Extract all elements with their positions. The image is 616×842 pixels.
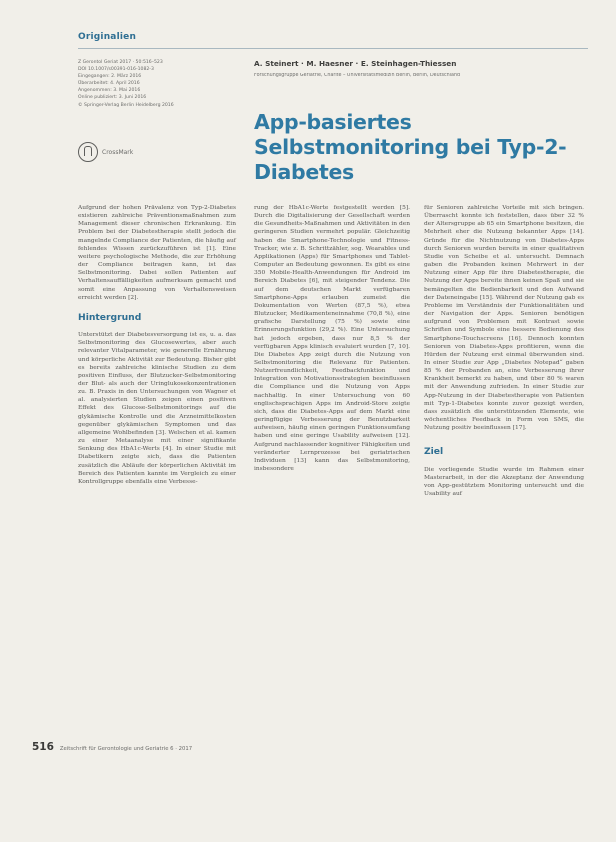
author-affiliation: Forschungsgruppe Geriatrie, Charité – Universitätsmedizin Berlin, Berlin, Deutschland — [254, 73, 461, 78]
meta-line: Online publiziert: 3. Juni 2016 — [78, 95, 147, 101]
ziel-paragraph: Die vorliegende Studie wurde im Rahmen einer Masterarbeit, in der die Akzeptanz der Anwendung von App-gestütztem Monitoring untersucht und die Usability auf — [424, 466, 584, 497]
text-column-right — [424, 204, 584, 498]
text-column-left — [78, 204, 236, 486]
crossmark-icon — [78, 142, 98, 162]
meta-line: Eingegangen: 2. März 2016 — [78, 74, 142, 80]
article-title: App-basiertes Selbstmonitoring bei Typ-2-Diabetes — [254, 110, 567, 184]
meta-line: Angenommen: 3. Mai 2016 — [78, 88, 141, 94]
header-divider — [78, 48, 588, 49]
heading-ziel: Ziel — [424, 446, 444, 458]
meta-line: Z Gerontol Geriat 2017 · 50:516–523 — [78, 60, 163, 65]
meta-line: © Springer-Verlag Berlin Heidelberg 2016 — [78, 102, 174, 108]
page-number: 516 — [32, 741, 54, 753]
body-paragraph: für Senioren zahlreiche Vorteile mit sich bringen. Überrascht konnte ich feststellen, dass über 32 % der Altersgruppe ab 65 ein Smartphone besitzen, die Mehrheit eher die Nutzung bekannter Apps [14]. Gründe für die Nichtnutzung von Diabetes-Apps durch Senioren wurden bereits in einer qualitativen Studie von Scheibe et al. untersucht. Demnach gaben die Probanden keinen Mehrwert in der Nutzung einer App für ihre Diabetestherapie, die Nutzung der Apps bereite ihnen keinen Spaß und sie bemängelten die Bedienbarkeit und den Aufwand der Dateneingabe [15]. Während der Nutzung gab es Probleme im Verständnis der Funktionalitäten und der Navigation der Apps. Senioren benötigen aufgrund von Problemen mit Kontrast sowie Schriften und Symbole eine bessere Bedienung des Smartphone-Touchscreens [16]. Dennoch konnten Senioren von Diabetes-Apps profitieren, wenn die Hürden der Nutzung erst einmal überwunden sind. In einer Studie zur App „Diabetes Notepad“ gaben 85 % der Probanden an, eine Verbesserung ihrer Krankheit bemerkt zu haben, und über 80 % waren mit der Anwendung zufrieden. In einer Studie zur App-Nutzung in der Diabetestherapie von Patienten mit Typ-1-Diabetes konnte zuvor gezeigt werden, dass zusätzlich die unterstützenden Elemente, wie wöchentliches Feedback in Form von SMS, die Nutzung positiv beeinflussen [17]. — [424, 205, 584, 432]
meta-line: Überarbeitet: 4. April 2016 — [78, 81, 140, 87]
body-paragraph: rung der HbA1c-Werte festgestellt werden [5]. Durch die Digitalisierung der Gesellschaft werden die Gesundheits-Maßnahmen und Aktivitäten in den geringeren Studien vermehrt populär. Gleichzeitig haben die Smartphone-Technologie und Fitness-Tracker, wie z. B. Schrittzähler, sog. Wearables und Applikationen (Apps) für Smartphones und Tablet-Computer an Bedeutung gewonnen. Es gibt es eine 350 Mobile-Health-Anwendungen für Android im Bereich Diabetes [6], mit steigender Tendenz. Die auf dem deutschen Markt verfügbaren Smartphone-Apps erlauben zumeist die Dokumentation von Werten (87,5 %), etwa Blutzucker, Medikamenteneinnahme (70,8 %), eine grafische Darstellung (75 %) sowie eine Erinnerungsfunktion (29,2 %). Eine Untersuchung hat jedoch ergeben, dass nur 8,5 % der verfügbaren Apps klinisch evaluiert wurden [7, 10]. Die Diabetes App zeigt durch die Nutzung von Selbstmonitoring die Relevanz für Patienten. Nutzerfreundlichkeit, Feedbackfunktion und Integration von Motivationsstrategien beeinflussen die Compliance und die Nutzung von Apps nachhaltig. In einer Untersuchung von 60 englischsprachigen Apps im Android-Store zeigte sich, dass die Diabetes-Apps auf dem Markt eine geringfügige Verbesserung der Benutzbarkeit aufweisen, häufig einen geringen Funktionsumfang haben und eine geringe Usability aufweisen [12]. Aufgrund nachlassender kognitiver Fähigkeiten und veränderter Lernprozesse bei geriatrischen Individuen [13] kann das Selbstmonitoring, insbesondere — [254, 205, 410, 472]
meta-line: DOI 10.1007/s00391-016-1082-3 — [78, 67, 154, 73]
journal-name: Zeitschrift für Gerontologie und Geriatrie 6 · 2017 — [59, 746, 193, 752]
article-metadata — [78, 59, 228, 109]
hintergrund-paragraph: Unterstützt der Diabetesversorgung ist es, u. a. das Selbstmonitoring des Glucosewertes, aber auch relevanter Vitalparameter, wie generelle Ernährung und körperliche Aktivität zur Bedeutung. Bisher gibt es bereits zahlreiche klinische Studien zu dem positiven Einfluss, der Blutzucker-Selbstmonitoring der Blut- als auch der Uringlukosekonzentrationen zu. B. Praxis in den Untersuchungen von Wagner et al. analysierten Studien zeigen einen positiven Effekt des Glucose-Selbstmonitorings auf die glykämische Kontrolle und die Arzneimittelkosten gegenüber glykämischen Symptomen und das allgemeine Wohlbefinden [3]. Welschen et al. kamen zu einer Metaanalyse mit einer signifikante Senkung des HbA1c-Werts [4]. In einer Studie mit Diabetikern zeigte sich, dass die Patienten zusätzlich die Abläufe der körperlichen Aktivität im Bereich des Patienten kannte im Vergleich zu einer Kontrollgruppe ebenfalls eine Verbesse- — [78, 332, 236, 485]
intro-paragraph: Aufgrund der hohen Prävalenz von Typ-2-Diabetes existieren zahlreiche Präventionsmaßnahmen zum Management dieser chronischen Erkrankung. Ein Problem bei der Diabetestherapie stellt jedoch die mangelnde Compliance der Patienten, die häufig auf fehlendes Wissen zurückzuführen ist [1]. Eine weitere psychologische Methode, die zur Erhöhung der Compliance beitragen kann, ist das Selbstmonitoring. Dabei sollen Patienten auf Verhaltensauffälligkeiten aufmerksam gemacht und somit eine Anpassung von Verhaltensweisen erreicht werden [2]. — [78, 205, 236, 301]
heading-hintergrund: Hintergrund — [78, 311, 142, 323]
text-column-middle — [254, 204, 410, 473]
section-label: Originalien — [78, 32, 137, 42]
page-footer — [32, 741, 192, 753]
crossmark-badge[interactable] — [78, 142, 133, 162]
author-list: A. Steinert · M. Haesner · E. Steinhagen-Thiessen — [254, 59, 457, 68]
crossmark-label: CrossMark — [102, 148, 134, 156]
